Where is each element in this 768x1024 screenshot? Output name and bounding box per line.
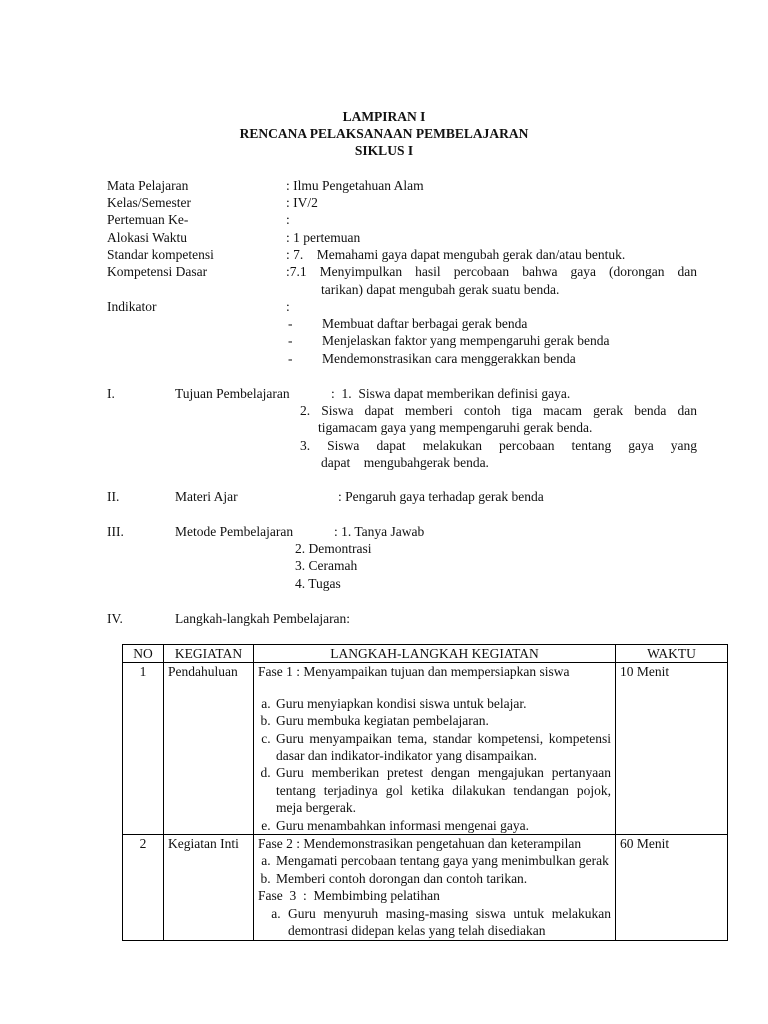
fase-heading: Fase 1 : Menyampaikan tujuan dan mempersiapkan siswa bbox=[258, 664, 570, 680]
section-iii-number: III. bbox=[107, 524, 124, 539]
doc-heading-lampiran: LAMPIRAN I bbox=[342, 109, 426, 124]
materi-value: : Pengaruh gaya terhadap gerak benda bbox=[338, 489, 544, 504]
kd-value: :7.1 Menyimpulkan hasil percobaan bahwa gaya (dorongan dan bbox=[286, 264, 697, 279]
tujuan-item-2: 2. Siswa dapat memberi contoh tiga macam gerak benda dan bbox=[300, 403, 697, 418]
col-header-kegiatan: KEGIATAN bbox=[164, 645, 254, 663]
row-kegiatan: Kegiatan Inti bbox=[164, 835, 254, 940]
indikator-item: Menjelaskan faktor yang mempengaruhi gerak benda bbox=[322, 333, 610, 348]
table-header-row bbox=[123, 645, 728, 663]
tujuan-item-2-cont: tigamacam gaya yang mempengaruhi gerak benda. bbox=[318, 420, 593, 435]
langkah-table bbox=[122, 644, 728, 941]
mapel-value: : Ilmu Pengetahuan Alam bbox=[286, 178, 424, 193]
list-item: b. Guru membuka kegiatan pembelajaran. bbox=[274, 712, 611, 729]
section-iv-number: IV. bbox=[107, 611, 123, 626]
indikator-item: Membuat daftar berbagai gerak benda bbox=[322, 316, 528, 331]
fase-heading: Fase 2 : Mendemonstrasikan pengetahuan dan keterampilan bbox=[258, 836, 582, 852]
section-iv-title: Langkah-langkah Pembelajaran: bbox=[175, 611, 351, 626]
list-item: a. Guru menyiapkan kondisi siswa untuk belajar. bbox=[274, 695, 611, 712]
row-kegiatan: Pendahuluan bbox=[164, 663, 254, 835]
metode-item-3: 3. Ceramah bbox=[295, 558, 358, 573]
table-row bbox=[123, 663, 728, 835]
row-langkah bbox=[254, 835, 616, 940]
section-i-title: Tujuan Pembelajaran bbox=[175, 386, 290, 401]
alokasi-label: Alokasi Waktu bbox=[107, 230, 188, 245]
metode-item-1: : 1. Tanya Jawab bbox=[334, 524, 425, 539]
row-langkah bbox=[254, 663, 616, 835]
section-ii-title: Materi Ajar bbox=[175, 489, 238, 504]
list-item: c. Guru menyampaikan tema, standar kompetensi, kompetensi dasar dan indikator-indikator yang disampaikan. bbox=[274, 730, 611, 765]
indikator-colon: : bbox=[286, 299, 290, 314]
kd-value-cont: tarikan) dapat mengubah gerak suatu benda. bbox=[321, 282, 560, 297]
col-header-waktu: WAKTU bbox=[616, 645, 728, 663]
doc-heading-siklus: SIKLUS I bbox=[354, 143, 414, 158]
kelas-value: : IV/2 bbox=[286, 195, 318, 210]
section-iii-title: Metode Pembelajaran bbox=[175, 524, 294, 539]
row-no: 1 bbox=[123, 663, 164, 835]
tujuan-item-3-cont: dapat mengubahgerak benda. bbox=[321, 455, 489, 470]
indikator-item: Mendemonstrasikan cara menggerakkan benda bbox=[322, 351, 576, 366]
doc-heading-rpp: RENCANA PELAKSANAAN PEMBELAJARAN bbox=[239, 126, 529, 141]
list-item: a. Mengamati percobaan tentang gaya yang menimbulkan gerak bbox=[274, 852, 611, 869]
section-ii-number: II. bbox=[107, 489, 120, 504]
langkah-list bbox=[258, 695, 611, 834]
sk-value: : 7. Memahami gaya dapat mengubah gerak dan/atau bentuk. bbox=[286, 247, 626, 262]
row-no: 2 bbox=[123, 835, 164, 940]
indikator-dash: - bbox=[288, 316, 293, 331]
table-row bbox=[123, 835, 728, 940]
indikator-dash: - bbox=[288, 351, 293, 366]
section-i-number: I. bbox=[107, 386, 115, 401]
pertemuan-value: : bbox=[286, 212, 290, 227]
langkah-list bbox=[258, 852, 611, 887]
row-waktu: 60 Menit bbox=[616, 835, 728, 940]
fase-heading: Fase 3 : Membimbing pelatihan bbox=[258, 888, 440, 904]
sk-label: Standar kompetensi bbox=[107, 247, 214, 262]
col-header-no: NO bbox=[123, 645, 164, 663]
pertemuan-label: Pertemuan Ke- bbox=[107, 212, 189, 227]
mapel-label: Mata Pelajaran bbox=[107, 178, 189, 193]
list-item: b. Memberi contoh dorongan dan contoh tarikan. bbox=[274, 870, 611, 887]
alokasi-value: : 1 pertemuan bbox=[286, 230, 361, 245]
list-item: a. Guru menyuruh masing-masing siswa untuk melakukan demontrasi didepan kelas yang telah disediakan bbox=[284, 905, 611, 940]
langkah-list bbox=[258, 905, 611, 940]
list-item: d. Guru memberikan pretest dengan mengajukan pertanyaan tentang terjadinya gol ketika dilakukan tendangan pojok, meja bergerak. bbox=[274, 764, 611, 816]
tujuan-item-3: 3. Siswa dapat melakukan percobaan tentang gaya yang bbox=[300, 438, 697, 453]
metode-item-4: 4. Tugas bbox=[295, 576, 341, 591]
indikator-label: Indikator bbox=[107, 299, 157, 314]
metode-item-2: 2. Demontrasi bbox=[295, 541, 372, 556]
kelas-label: Kelas/Semester bbox=[107, 195, 191, 210]
col-header-langkah: LANGKAH-LANGKAH KEGIATAN bbox=[254, 645, 616, 663]
kd-label: Kompetensi Dasar bbox=[107, 264, 208, 279]
tujuan-item-1: : 1. Siswa dapat memberikan definisi gaya. bbox=[331, 386, 571, 401]
list-item: e. Guru menambahkan informasi mengenai gaya. bbox=[274, 817, 611, 834]
indikator-dash: - bbox=[288, 333, 293, 348]
row-waktu: 10 Menit bbox=[616, 663, 728, 835]
